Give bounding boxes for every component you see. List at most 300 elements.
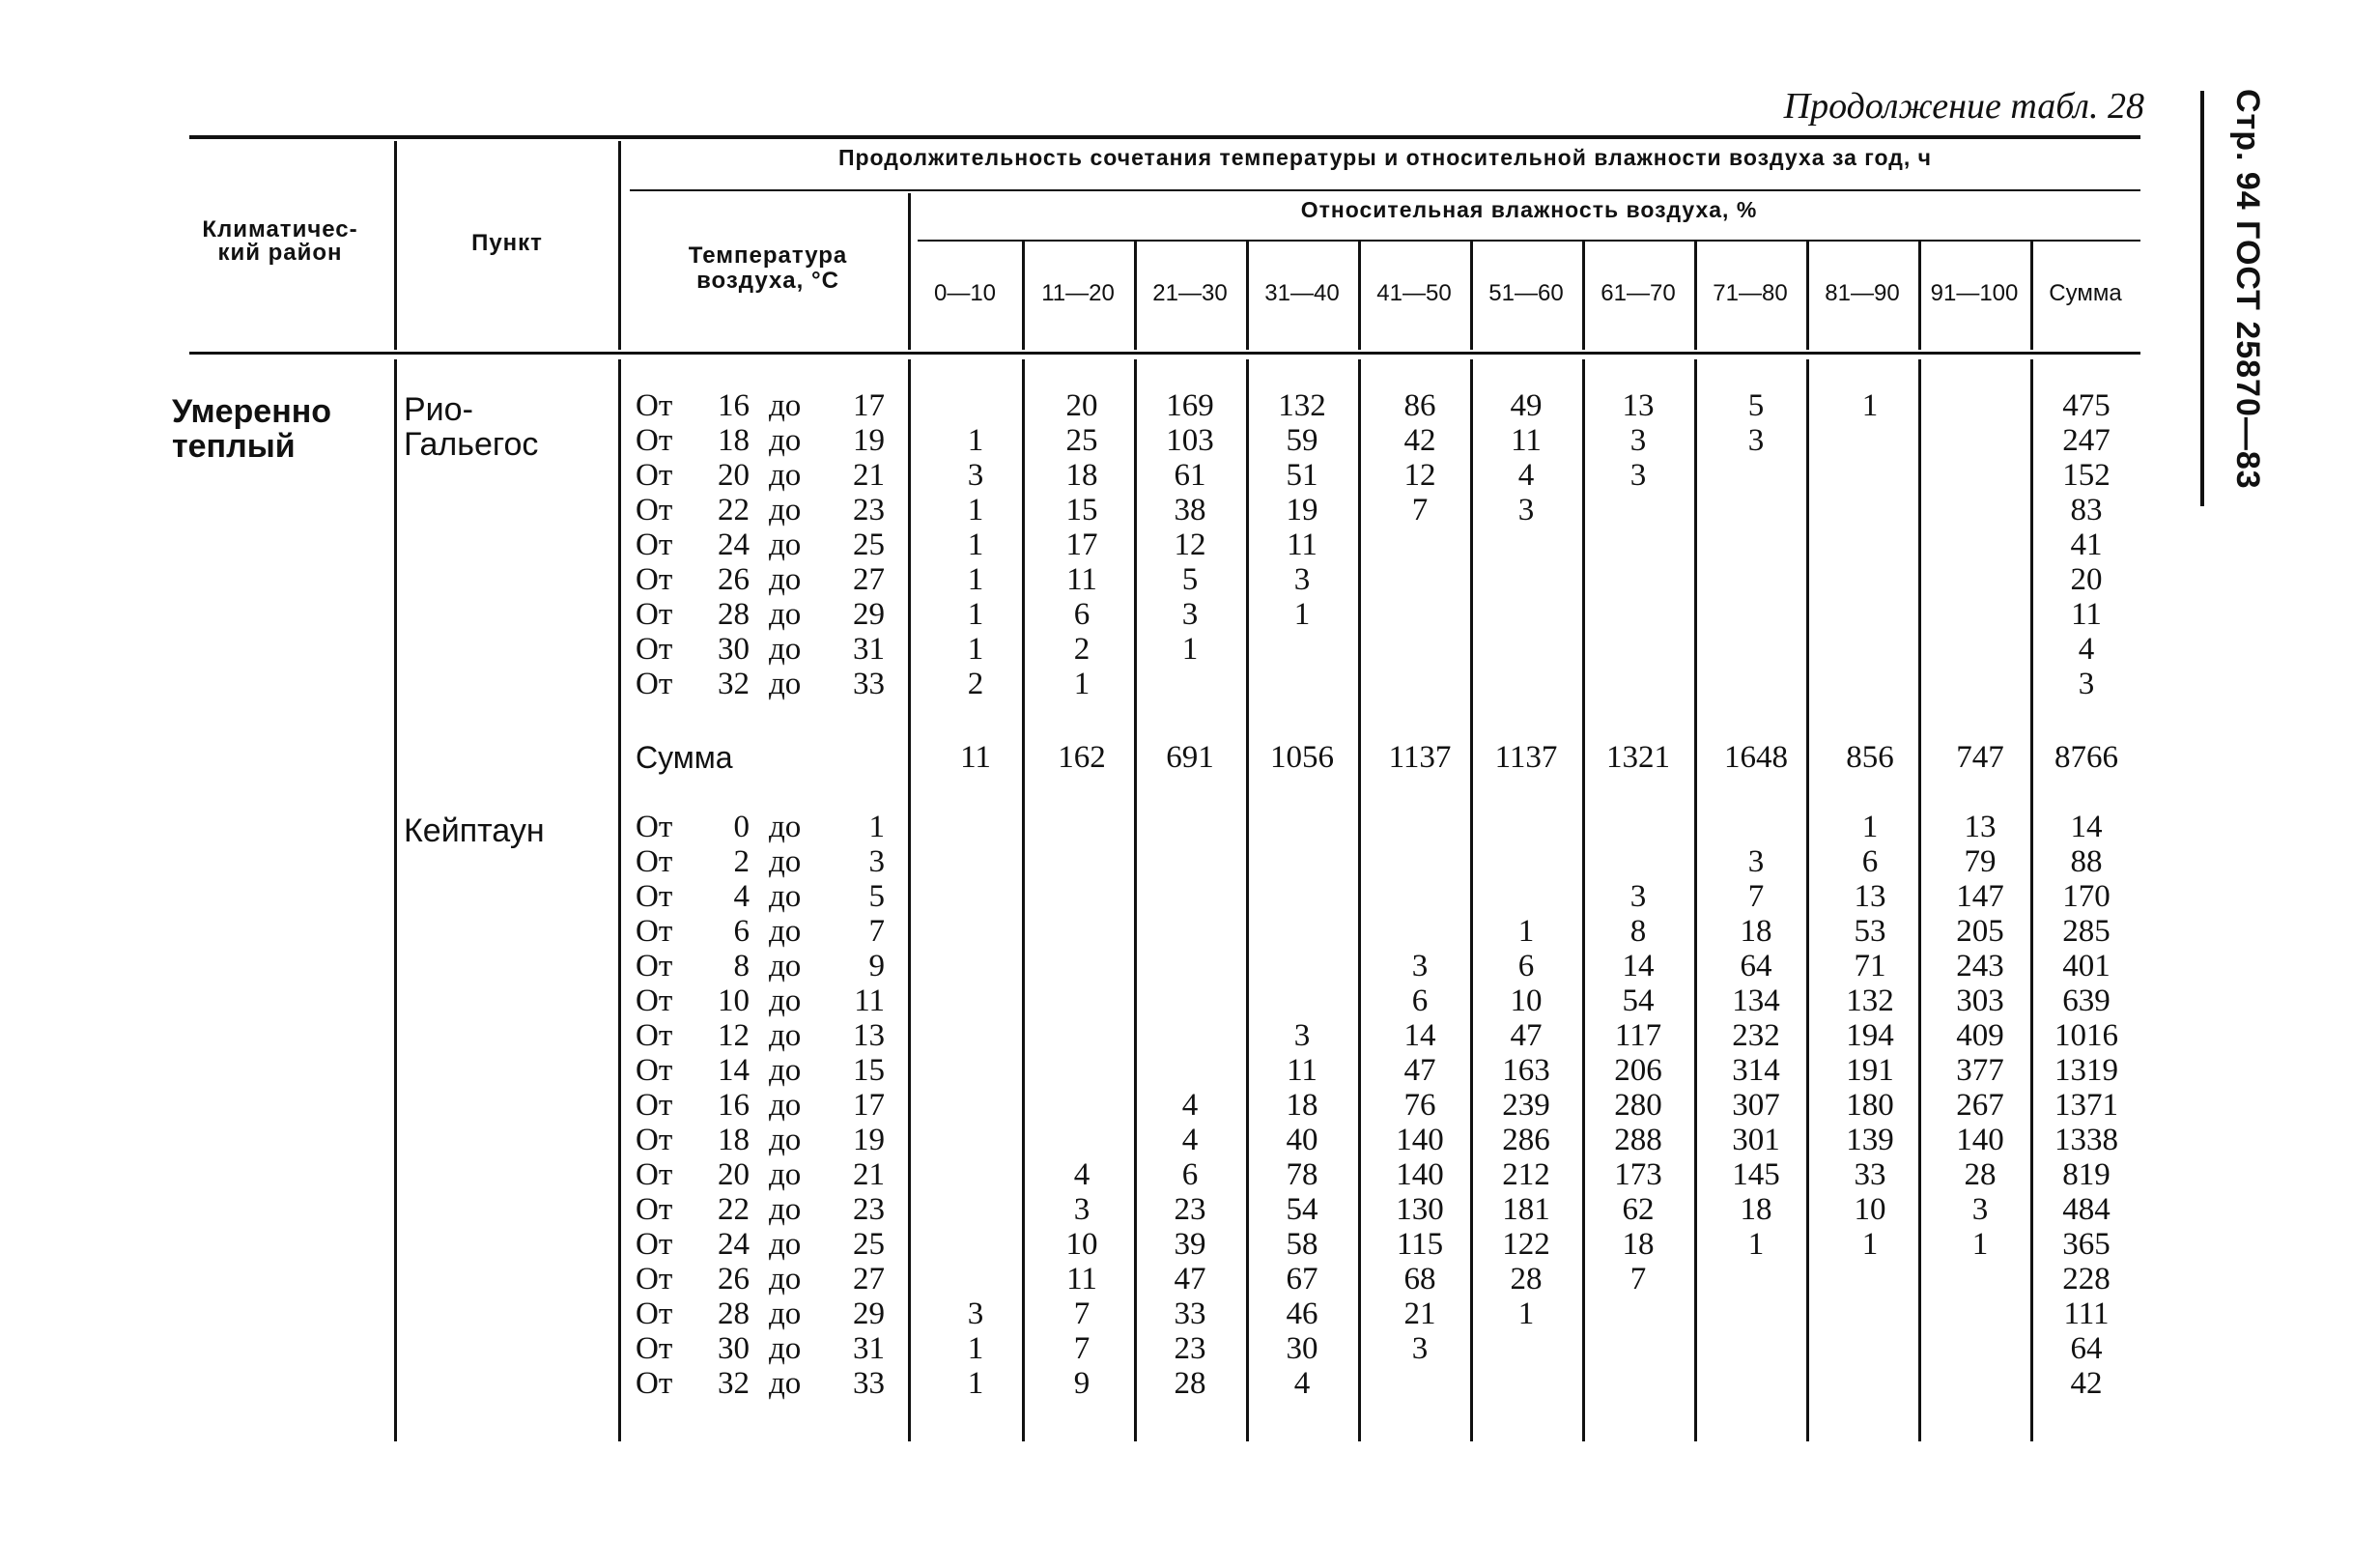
table-cell: 11	[1287, 1053, 1318, 1088]
table-cell: 1	[1747, 1227, 1765, 1262]
range-from-value: 18	[718, 423, 750, 458]
table-cell: 130	[1396, 1192, 1444, 1227]
table-cell: 42	[2070, 1366, 2103, 1401]
table-row	[0, 1018, 2380, 1053]
table-cell: 401	[2062, 949, 2111, 983]
table-cell: 7	[1073, 1331, 1091, 1366]
table-cell: 28	[1964, 1157, 1997, 1192]
station-name: Рио- Гальегос	[404, 391, 539, 463]
table-cell: 1	[1517, 1296, 1535, 1331]
table-cell: 1371	[2054, 1088, 2118, 1123]
range-from-value: 28	[718, 597, 750, 632]
table-cell: 1	[1971, 1227, 1989, 1262]
header-temperature: Температура воздуха, °С	[688, 242, 848, 294]
column-header: 61—70	[1601, 280, 1676, 306]
table-cell: 140	[1396, 1157, 1444, 1192]
table-cell: 11	[1066, 562, 1097, 597]
table-cell: 47	[1510, 1018, 1543, 1053]
table-cell: 2	[967, 667, 984, 701]
table-cell: 64	[2070, 1331, 2103, 1366]
range-to-word: до	[769, 844, 802, 879]
table-cell: 19	[1286, 493, 1318, 527]
range-from-value: 6	[733, 914, 750, 949]
table-cell: 38	[1174, 493, 1206, 527]
table-cell: 1	[967, 493, 984, 527]
range-from-value: 20	[718, 1157, 750, 1192]
column-header: 0—10	[933, 280, 997, 306]
range-to-word: до	[769, 388, 802, 423]
table-cell: 181	[1502, 1192, 1550, 1227]
table-cell: 147	[1956, 879, 2004, 914]
table-cell: 5	[1181, 562, 1199, 597]
table-cell: 53	[1854, 914, 1886, 949]
table-row	[0, 1123, 2380, 1157]
range-from-value: 4	[733, 879, 750, 914]
table-cell: 139	[1846, 1123, 1894, 1157]
range-from-word: От	[636, 1296, 673, 1331]
table-row	[0, 879, 2380, 914]
range-from-word: От	[636, 949, 673, 983]
table-cell: 1	[1861, 810, 1879, 844]
table-cell: 13	[1622, 388, 1655, 423]
table-row	[0, 914, 2380, 949]
table-row	[0, 1296, 2380, 1331]
table-cell: 78	[1286, 1157, 1318, 1192]
range-from-word: От	[636, 1088, 673, 1123]
humidity-span-rule	[918, 240, 2140, 242]
page-side-label: Стр. 94 ГОСТ 25870—83	[2229, 89, 2266, 490]
table-cell: 33	[1174, 1296, 1206, 1331]
table-cell: 303	[1956, 983, 2004, 1018]
table-cell: 280	[1614, 1088, 1662, 1123]
table-cell: 173	[1614, 1157, 1662, 1192]
range-from-value: 10	[718, 983, 750, 1018]
table-cell: 239	[1502, 1088, 1550, 1123]
range-to-word: до	[769, 1018, 802, 1053]
header-bottom-rule	[189, 352, 2140, 355]
range-from-value: 16	[718, 388, 750, 423]
range-to-value: 9	[868, 949, 885, 983]
table-row	[0, 1366, 2380, 1401]
total-cell: 1137	[1494, 740, 1558, 775]
range-to-word: до	[769, 1157, 802, 1192]
table-cell: 10	[1854, 1192, 1886, 1227]
table-cell: 4	[2078, 632, 2095, 667]
table-cell: 180	[1846, 1088, 1894, 1123]
range-to-word: до	[769, 527, 802, 562]
range-to-word: до	[769, 1123, 802, 1157]
table-cell: 6	[1517, 949, 1535, 983]
range-to-value: 25	[853, 1227, 885, 1262]
table-cell: 484	[2062, 1192, 2111, 1227]
header-point: Пункт	[471, 230, 543, 256]
range-from-word: От	[636, 667, 673, 701]
table-cell: 3	[1073, 1192, 1091, 1227]
range-to-value: 17	[853, 388, 885, 423]
table-row	[0, 1053, 2380, 1088]
range-to-word: до	[769, 1262, 802, 1296]
range-to-word: до	[769, 810, 802, 844]
range-from-word: От	[636, 1192, 673, 1227]
table-cell: 191	[1846, 1053, 1894, 1088]
range-from-word: От	[636, 1366, 673, 1401]
table-cell: 3	[2078, 667, 2095, 701]
table-cell: 1	[967, 632, 984, 667]
table-cell: 25	[1065, 423, 1098, 458]
table-cell: 76	[1403, 1088, 1436, 1123]
range-from-value: 28	[718, 1296, 750, 1331]
table-cell: 47	[1403, 1053, 1436, 1088]
range-to-word: до	[769, 423, 802, 458]
table-cell: 4	[1517, 458, 1535, 493]
table-row	[0, 597, 2380, 632]
table-cell: 64	[1740, 949, 1772, 983]
table-cell: 3	[1411, 949, 1429, 983]
range-to-value: 21	[853, 1157, 885, 1192]
range-to-word: до	[769, 949, 802, 983]
table-cell: 88	[2070, 844, 2103, 879]
table-cell: 145	[1732, 1157, 1780, 1192]
table-cell: 365	[2062, 1227, 2111, 1262]
range-to-value: 5	[868, 879, 885, 914]
range-to-word: до	[769, 1227, 802, 1262]
table-cell: 3	[1411, 1331, 1429, 1366]
table-cell: 307	[1732, 1088, 1780, 1123]
table-cell: 4	[1293, 1366, 1311, 1401]
table-cell: 1	[967, 423, 984, 458]
region-name: Умеренно теплый	[172, 393, 332, 465]
range-from-value: 22	[718, 1192, 750, 1227]
total-cell: 11	[960, 740, 991, 775]
table-row	[0, 388, 2380, 423]
col-rule-region	[394, 141, 397, 350]
range-to-word: до	[769, 562, 802, 597]
range-from-word: От	[636, 1331, 673, 1366]
table-cell: 33	[1854, 1157, 1886, 1192]
table-cell: 3	[1293, 1018, 1311, 1053]
total-label: Сумма	[636, 740, 733, 775]
table-cell: 9	[1073, 1366, 1091, 1401]
range-to-value: 23	[853, 1192, 885, 1227]
table-row	[0, 527, 2380, 562]
table-row	[0, 632, 2380, 667]
range-to-value: 33	[853, 1366, 885, 1401]
table-cell: 28	[1510, 1262, 1543, 1296]
range-to-value: 1	[868, 810, 885, 844]
table-cell: 54	[1286, 1192, 1318, 1227]
range-from-word: От	[636, 1157, 673, 1192]
table-cell: 3	[967, 1296, 984, 1331]
table-cell: 247	[2062, 423, 2111, 458]
table-row	[0, 810, 2380, 844]
range-from-value: 2	[733, 844, 750, 879]
table-cell: 4	[1181, 1123, 1199, 1157]
range-from-word: От	[636, 810, 673, 844]
table-row	[0, 1262, 2380, 1296]
table-cell: 18	[1740, 914, 1772, 949]
table-cell: 134	[1732, 983, 1780, 1018]
range-to-value: 21	[853, 458, 885, 493]
table-cell: 1	[1181, 632, 1199, 667]
table-row	[0, 562, 2380, 597]
table-row	[0, 1331, 2380, 1366]
table-cell: 67	[1286, 1262, 1318, 1296]
table-cell: 11	[1066, 1262, 1097, 1296]
table-cell: 39	[1174, 1227, 1206, 1262]
table-cell: 6	[1411, 983, 1429, 1018]
table-cell: 49	[1510, 388, 1543, 423]
table-cell: 6	[1181, 1157, 1199, 1192]
range-from-word: От	[636, 597, 673, 632]
table-cell: 819	[2062, 1157, 2111, 1192]
table-cell: 58	[1286, 1227, 1318, 1262]
table-cell: 170	[2062, 879, 2111, 914]
range-to-word: до	[769, 1053, 802, 1088]
column-header: Сумма	[2049, 280, 2122, 306]
table-cell: 1	[967, 562, 984, 597]
range-from-word: От	[636, 879, 673, 914]
table-cell: 3	[1629, 423, 1647, 458]
range-to-word: до	[769, 983, 802, 1018]
table-cell: 6	[1861, 844, 1879, 879]
range-to-value: 23	[853, 493, 885, 527]
range-from-word: От	[636, 983, 673, 1018]
range-from-word: От	[636, 632, 673, 667]
range-from-value: 0	[733, 810, 750, 844]
total-row	[0, 740, 2380, 775]
range-to-value: 15	[853, 1053, 885, 1088]
range-from-word: От	[636, 423, 673, 458]
table-cell: 1	[967, 527, 984, 562]
table-cell: 111	[2063, 1296, 2110, 1331]
table-cell: 12	[1403, 458, 1436, 493]
table-cell: 1319	[2054, 1053, 2118, 1088]
table-cell: 61	[1174, 458, 1206, 493]
table-cell: 18	[1286, 1088, 1318, 1123]
range-to-word: до	[769, 597, 802, 632]
range-from-value: 32	[718, 667, 750, 701]
table-cell: 1338	[2054, 1123, 2118, 1157]
table-cell: 117	[1614, 1018, 1662, 1053]
table-cell: 169	[1166, 388, 1214, 423]
table-cell: 194	[1846, 1018, 1894, 1053]
range-from-value: 24	[718, 527, 750, 562]
header-humidity-span: Относительная влажность воздуха, %	[1300, 197, 1758, 222]
table-cell: 20	[1065, 388, 1098, 423]
table-cell: 163	[1502, 1053, 1550, 1088]
table-cell: 103	[1166, 423, 1214, 458]
range-from-word: От	[636, 844, 673, 879]
table-cell: 62	[1622, 1192, 1655, 1227]
table-cell: 288	[1614, 1123, 1662, 1157]
range-from-word: От	[636, 388, 673, 423]
range-to-value: 3	[868, 844, 885, 879]
table-cell: 41	[2070, 527, 2103, 562]
range-from-word: От	[636, 527, 673, 562]
table-cell: 285	[2062, 914, 2111, 949]
column-header: 81—90	[1825, 280, 1900, 306]
table-cell: 18	[1065, 458, 1098, 493]
col-rule-temp	[908, 193, 911, 350]
range-from-word: От	[636, 914, 673, 949]
table-cell: 12	[1174, 527, 1206, 562]
table-cell: 86	[1403, 388, 1436, 423]
range-to-value: 31	[853, 632, 885, 667]
range-to-word: до	[769, 879, 802, 914]
table-row	[0, 1192, 2380, 1227]
range-to-value: 11	[854, 983, 885, 1018]
total-cell: 1321	[1606, 740, 1670, 775]
table-cell: 132	[1278, 388, 1326, 423]
range-from-value: 32	[718, 1366, 750, 1401]
range-from-word: От	[636, 1123, 673, 1157]
total-cell: 1056	[1270, 740, 1334, 775]
table-cell: 47	[1174, 1262, 1206, 1296]
table-cell: 15	[1065, 493, 1098, 527]
range-from-value: 30	[718, 1331, 750, 1366]
range-from-value: 30	[718, 632, 750, 667]
table-cell: 212	[1502, 1157, 1550, 1192]
range-from-value: 12	[718, 1018, 750, 1053]
table-cell: 232	[1732, 1018, 1780, 1053]
table-cell: 11	[1287, 527, 1318, 562]
table-cell: 23	[1174, 1331, 1206, 1366]
table-cell: 267	[1956, 1088, 2004, 1123]
table-cell: 3	[1629, 879, 1647, 914]
table-cell: 46	[1286, 1296, 1318, 1331]
table-cell: 3	[1747, 844, 1765, 879]
table-row	[0, 844, 2380, 879]
table-cell: 28	[1174, 1366, 1206, 1401]
range-to-word: до	[769, 667, 802, 701]
table-row	[0, 1157, 2380, 1192]
total-cell: 8766	[2054, 740, 2118, 775]
table-caption: Продолжение табл. 28	[1783, 86, 2144, 127]
table-cell: 377	[1956, 1053, 2004, 1088]
table-cell: 71	[1854, 949, 1886, 983]
table-cell: 17	[1065, 527, 1098, 562]
table-cell: 18	[1622, 1227, 1655, 1262]
table-cell: 40	[1286, 1123, 1318, 1157]
table-cell: 7	[1073, 1296, 1091, 1331]
range-to-value: 27	[853, 562, 885, 597]
range-from-value: 20	[718, 458, 750, 493]
range-to-value: 25	[853, 527, 885, 562]
range-from-value: 8	[733, 949, 750, 983]
table-cell: 10	[1065, 1227, 1098, 1262]
table-cell: 3	[1293, 562, 1311, 597]
range-from-word: От	[636, 1262, 673, 1296]
table-cell: 7	[1411, 493, 1429, 527]
range-to-value: 17	[853, 1088, 885, 1123]
table-cell: 140	[1396, 1123, 1444, 1157]
table-cell: 14	[1622, 949, 1655, 983]
range-to-word: до	[769, 458, 802, 493]
table-cell: 18	[1740, 1192, 1772, 1227]
table-cell: 14	[2070, 810, 2103, 844]
column-header: 21—30	[1152, 280, 1228, 306]
column-header: 41—50	[1376, 280, 1452, 306]
table-cell: 140	[1956, 1123, 2004, 1157]
table-cell: 20	[2070, 562, 2103, 597]
column-header: 51—60	[1488, 280, 1564, 306]
range-to-word: до	[769, 914, 802, 949]
range-from-value: 18	[718, 1123, 750, 1157]
top-rule	[189, 135, 2140, 139]
table-cell: 42	[1403, 423, 1436, 458]
table-row	[0, 667, 2380, 701]
range-to-word: до	[769, 1088, 802, 1123]
range-to-word: до	[769, 1366, 802, 1401]
table-row	[0, 458, 2380, 493]
table-cell: 286	[1502, 1123, 1550, 1157]
table-cell: 1	[1073, 667, 1091, 701]
table-cell: 51	[1286, 458, 1318, 493]
table-cell: 21	[1403, 1296, 1436, 1331]
header-top-span: Продолжительность сочетания температуры и относительной влажности воздуха за год, ч	[837, 145, 1933, 170]
table-cell: 3	[967, 458, 984, 493]
table-cell: 122	[1502, 1227, 1550, 1262]
table-cell: 243	[1956, 949, 2004, 983]
top-span-rule	[630, 189, 2140, 191]
total-cell: 691	[1166, 740, 1214, 775]
table-cell: 10	[1510, 983, 1543, 1018]
range-from-value: 22	[718, 493, 750, 527]
table-cell: 3	[1181, 597, 1199, 632]
range-from-word: От	[636, 458, 673, 493]
table-row	[0, 949, 2380, 983]
range-to-value: 27	[853, 1262, 885, 1296]
table-cell: 409	[1956, 1018, 2004, 1053]
range-to-word: до	[769, 1331, 802, 1366]
table-cell: 1	[1861, 1227, 1879, 1262]
table-cell: 13	[1854, 879, 1886, 914]
total-cell: 1137	[1388, 740, 1452, 775]
table-cell: 11	[2071, 597, 2102, 632]
table-row	[0, 493, 2380, 527]
table-cell: 4	[1181, 1088, 1199, 1123]
table-cell: 3	[1971, 1192, 1989, 1227]
station-name: Кейптаун	[404, 812, 545, 849]
table-cell: 475	[2062, 388, 2111, 423]
column-header: 71—80	[1713, 280, 1788, 306]
range-to-value: 33	[853, 667, 885, 701]
range-to-word: до	[769, 1192, 802, 1227]
table-cell: 54	[1622, 983, 1655, 1018]
table-cell: 30	[1286, 1331, 1318, 1366]
table-cell: 1	[1293, 597, 1311, 632]
table-cell: 23	[1174, 1192, 1206, 1227]
table-cell: 5	[1747, 388, 1765, 423]
table-row	[0, 1088, 2380, 1123]
table-cell: 13	[1964, 810, 1997, 844]
range-from-word: От	[636, 1018, 673, 1053]
range-from-word: От	[636, 1227, 673, 1262]
table-cell: 3	[1517, 493, 1535, 527]
range-from-value: 26	[718, 1262, 750, 1296]
table-cell: 3	[1747, 423, 1765, 458]
table-cell: 3	[1629, 458, 1647, 493]
table-cell: 7	[1629, 1262, 1647, 1296]
range-to-value: 29	[853, 1296, 885, 1331]
table-cell: 152	[2062, 458, 2111, 493]
column-header: 91—100	[1930, 280, 2019, 306]
total-cell: 747	[1956, 740, 2004, 775]
col-rule-point	[618, 141, 621, 350]
range-from-word: От	[636, 493, 673, 527]
range-to-value: 29	[853, 597, 885, 632]
table-cell: 4	[1073, 1157, 1091, 1192]
